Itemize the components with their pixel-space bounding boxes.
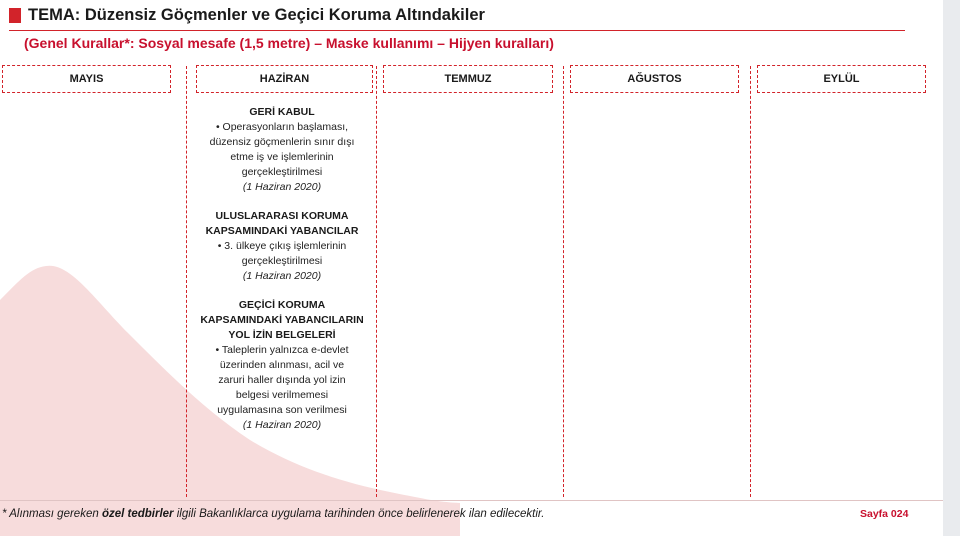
june-column-content [189, 105, 375, 447]
section-title: KAPSAMINDAKİ YABANCILAR [205, 225, 359, 237]
section-title: GEÇİCİ KORUMA [238, 299, 326, 311]
section-line: üzerinden alınması, acil ve [219, 359, 345, 371]
section-date: (1 Haziran 2020) [242, 270, 322, 282]
month-header-haziran: HAZİRAN [196, 65, 373, 93]
section-title: YOL İZİN BELGELERİ [228, 329, 336, 341]
section-date: (1 Haziran 2020) [242, 419, 322, 431]
section-line: uygulamasına son verilmesi [217, 404, 347, 416]
title-divider [9, 30, 905, 31]
footnote-bold: özel tedbirler [101, 508, 174, 520]
section-geri-kabul [189, 105, 375, 195]
footnote-prefix: * Alınması gereken [2, 508, 102, 520]
window-edge [943, 0, 960, 536]
section-line: gerçekleştirilmesi [241, 255, 323, 267]
section-title: ULUSLARARASI KORUMA [215, 210, 349, 222]
section-line: • Taleplerin yalnızca e-devlet [215, 344, 349, 356]
section-line: gerçekleştirilmesi [241, 166, 323, 178]
month-header-temmuz: TEMMUZ [383, 65, 553, 93]
section-gecici-koruma [189, 298, 375, 433]
section-line: etme iş ve işlemlerinin [230, 151, 334, 163]
footnote [2, 508, 544, 520]
section-date: (1 Haziran 2020) [242, 181, 322, 193]
page-title: TEMA: Düzensiz Göçmenler ve Geçici Koruma Altındakiler [28, 5, 485, 24]
footnote-suffix: ilgili Bakanlıklarca uygulama tarihinden önce belirlenerek ilan edilecektir. [173, 508, 545, 520]
section-title: GERİ KABUL [249, 106, 315, 118]
column-divider [750, 66, 751, 497]
column-divider [563, 66, 564, 497]
section-line: belgesi verilmemesi [235, 389, 329, 401]
section-uluslararasi-koruma [189, 209, 375, 284]
general-rules: (Genel Kurallar*: Sosyal mesafe (1,5 metre) – Maske kullanımı – Hijyen kuralları) [24, 35, 554, 51]
column-divider [376, 66, 377, 497]
section-line: • 3. ülkeye çıkış işlemlerinin [217, 240, 347, 252]
section-title: KAPSAMINDAKİ YABANCILARIN [200, 314, 364, 326]
column-divider [186, 66, 187, 497]
month-header-mayis: MAYIS [2, 65, 171, 93]
month-header-agustos: AĞUSTOS [570, 65, 739, 93]
section-line: düzensiz göçmenlerin sınır dışı [209, 136, 355, 148]
section-line: • Operasyonların başlaması, [215, 121, 349, 133]
page-title-row [9, 4, 485, 26]
month-header-eylul: EYLÜL [757, 65, 926, 93]
title-marker-icon [9, 8, 21, 23]
footer-divider [0, 500, 943, 501]
page-number: Sayfa 024 [860, 508, 909, 520]
section-line: zaruri haller dışında yol izin [218, 374, 346, 386]
